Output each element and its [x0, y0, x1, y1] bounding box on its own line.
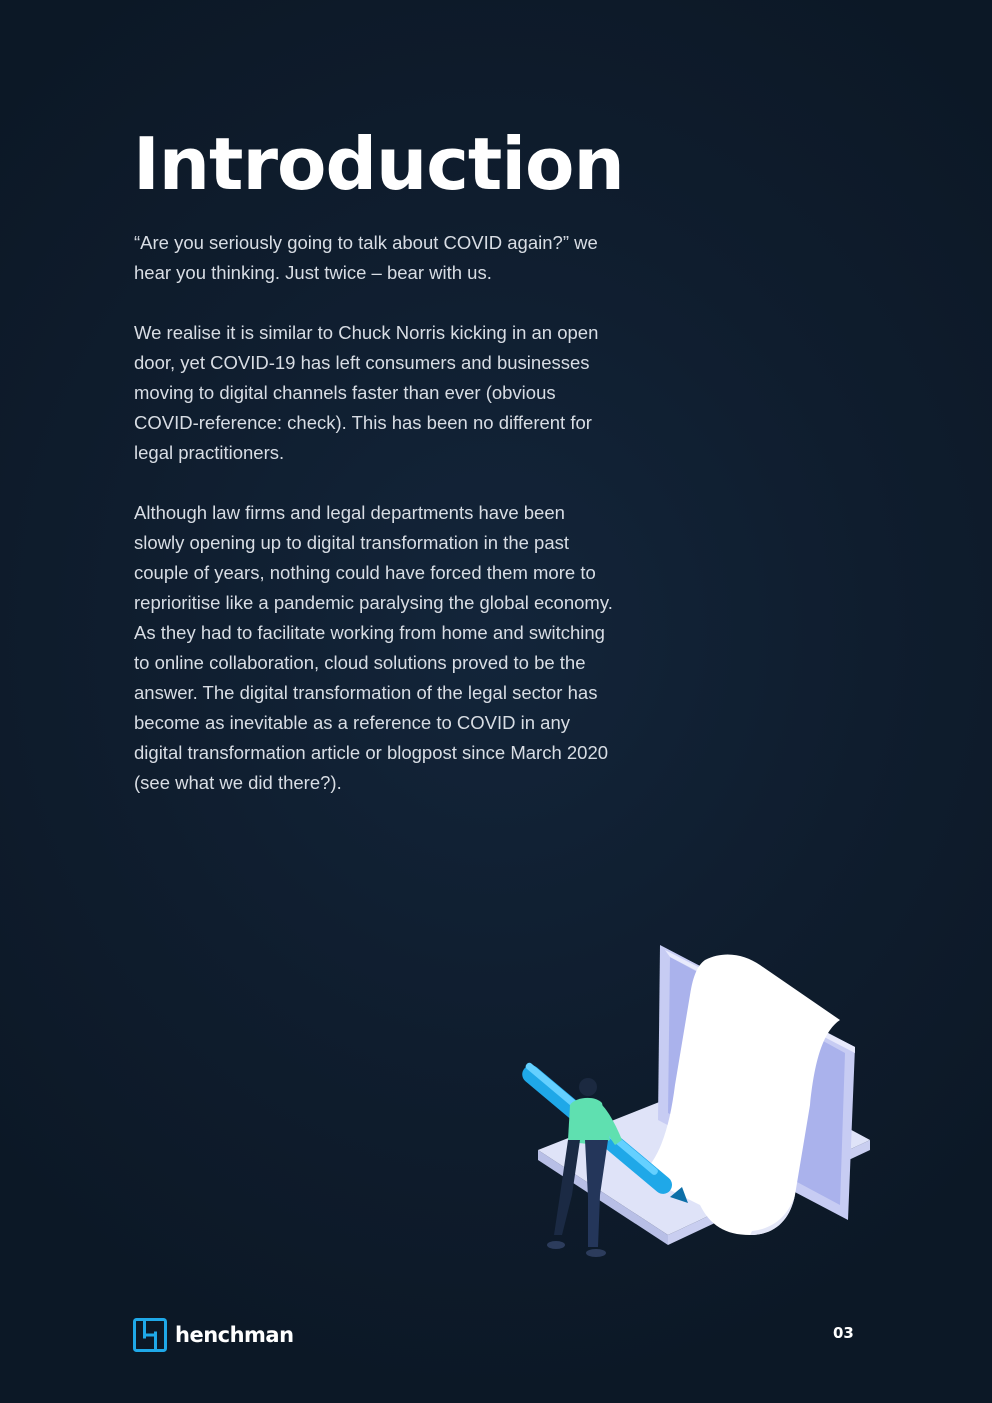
- brand-name: henchman: [175, 1323, 294, 1347]
- paragraph-1: “Are you seriously going to talk about COVID again?” we hear you thinking. Just twice – bear with us.: [134, 232, 598, 283]
- page-number: 03: [833, 1324, 854, 1342]
- person-with-pen-and-laptop-document-illustration: [510, 935, 890, 1295]
- paragraph-3: Although law firms and legal departments have been slowly opening up to digital transformation in the past couple of years, nothing could have forced them more to reprioritise like a pandemic paralysing the global economy. As they had to facilitate working from home and switching to online collaboration, cloud solutions proved to be the answer. The digital transformation of the legal sector has become as inevitable as a reference to COVID in any digital transformation article or blogpost since March 2020 (see what we did there?).: [134, 502, 613, 793]
- henchman-logo-icon: [133, 1318, 167, 1352]
- brand-logo: [133, 1317, 294, 1353]
- paragraph-2: We realise it is similar to Chuck Norris kicking in an open door, yet COVID-19 has left consumers and businesses moving to digital channels faster than ever (obvious COVID-reference: check). This has been no different for legal practitioners.: [134, 322, 599, 463]
- body-text: [134, 228, 614, 828]
- page-title: Introduction: [133, 122, 624, 206]
